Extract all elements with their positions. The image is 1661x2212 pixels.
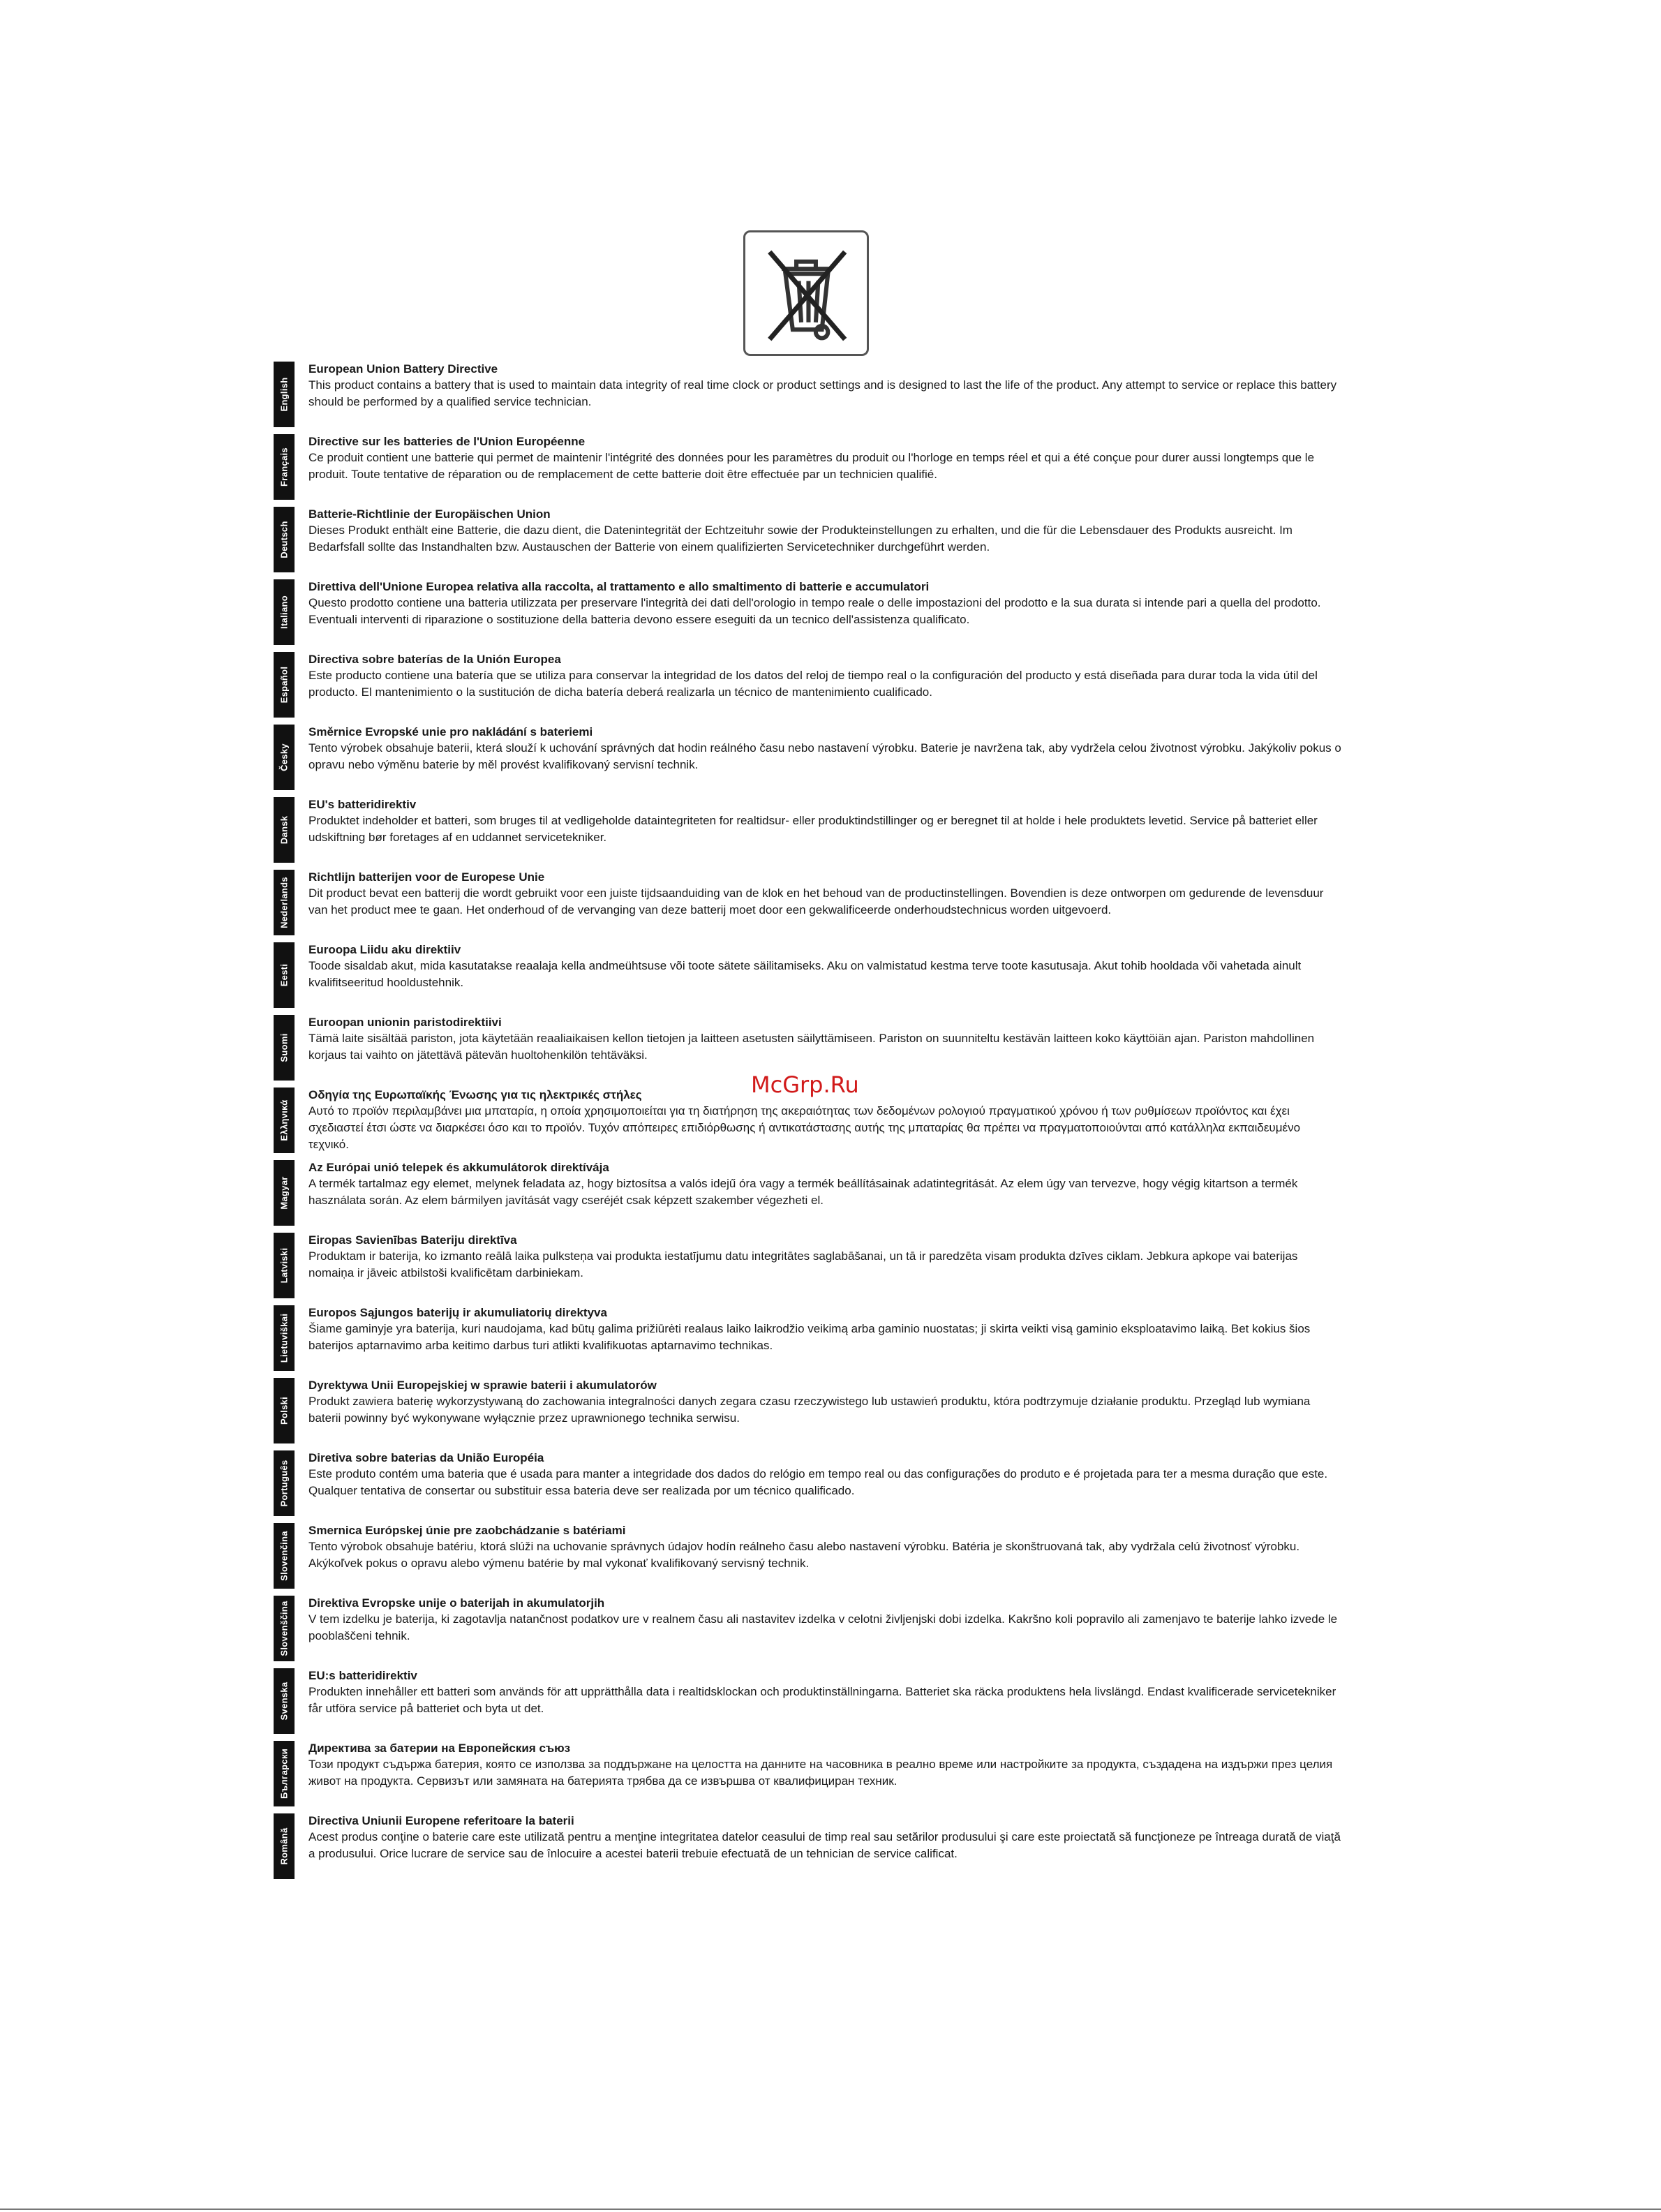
section-content xyxy=(308,1305,1341,1354)
language-label: Português xyxy=(278,1460,290,1507)
directive-section xyxy=(274,652,1341,722)
section-title: Richtlijn batterijen voor de Europese Unie xyxy=(308,870,545,884)
directive-section xyxy=(274,1233,1341,1302)
language-tab xyxy=(274,797,295,863)
directive-section xyxy=(274,1305,1341,1375)
language-tab xyxy=(274,1668,295,1734)
section-content xyxy=(308,434,1341,483)
language-tab xyxy=(274,1813,295,1879)
section-content xyxy=(308,579,1341,628)
section-text: Produktet indeholder et batteri, som bruges til at vedligeholde dataintegriteten for realtidsur- eller produktindstillinger og er beregnet til at holde i hele produktets levetid. Service på batteriet eller udskiftning bør foretages af en uddannet servicetekniker. xyxy=(308,814,1318,844)
section-title: Eiropas Savienības Bateriju direktīva xyxy=(308,1233,517,1247)
bottom-divider xyxy=(0,2209,1661,2210)
directive-section xyxy=(274,434,1341,504)
section-text: Toode sisaldab akut, mida kasutatakse reaalaja kella andmeühtsuse või toote sätete säilitamiseks. Aku on valmistatud kestma terve toote kasutusaja. Akut tohib hooldada või vahetada ainult kvalifitseeritud hooldustehnik. xyxy=(308,959,1302,989)
language-label: Español xyxy=(278,666,290,704)
language-tab xyxy=(274,1305,295,1371)
language-label: English xyxy=(278,377,290,412)
section-title: Az Európai unió telepek és akkumulátorok direktívája xyxy=(308,1161,609,1174)
directive-section xyxy=(274,1088,1341,1157)
directive-section xyxy=(274,507,1341,577)
watermark: McGrp.Ru xyxy=(751,1071,859,1098)
language-label: Français xyxy=(278,447,290,487)
language-tab xyxy=(274,1523,295,1589)
section-content xyxy=(308,1813,1341,1862)
section-text: Този продукт съдържа батерия, която се използва за поддържане на целостта на данните на часовника в реално време или настройките за продукта, създадена на издържи през целия живот на продукта. Сервизът или замяната на батерията трябва да се извършва от квалифициран техник. xyxy=(308,1758,1333,1788)
section-title: Directiva Uniunii Europene referitoare la baterii xyxy=(308,1814,574,1827)
section-title: Direttiva dell'Unione Europea relativa alla raccolta, al trattamento e allo smaltimento di batterie e accumulatori xyxy=(308,580,930,593)
language-label: Suomi xyxy=(278,1033,290,1062)
section-content xyxy=(308,870,1341,919)
section-text: Tento výrobek obsahuje baterii, která slouží k uchování správných dat hodin reálného času nebo nastavení výrobku. Baterie je navržena tak, aby vydržela celou životnost výrobku. Jakýkoliv pokus o opravu nebo výměnu baterie by měl provést kvalifikovaný servisní technik. xyxy=(308,741,1341,771)
language-tab xyxy=(274,1015,295,1081)
section-text: Dieses Produkt enthält eine Batterie, die dazu dient, die Datenintegrität der Echtzeituhr sowie der Produkteinstellungen zu erhalten, und die für die Lebensdauer des Produkts ausreicht. Im Bedarfsfall sollte das Instandhalten bzw. Austauschen der Batterie von einem qualifizierten Servicetechniker durchgeführt werden. xyxy=(308,524,1293,554)
language-tab xyxy=(274,870,295,935)
section-text: Produktam ir baterija, ko izmanto reālā laika pulksteņa vai produkta iestatījumu datu integritātes saglabāšanai, un tā ir paredzēta visam produkta dzīves ciklam. Jebkura apkope vai baterijas nomaiņa ir jāveic atbilstoši kvalificētam darbiniekam. xyxy=(308,1249,1298,1279)
language-label: Magyar xyxy=(278,1176,290,1210)
language-label: Slovenčina xyxy=(278,1531,290,1581)
directive-section xyxy=(274,1668,1341,1738)
section-title: Euroopan unionin paristodirektiivi xyxy=(308,1016,502,1029)
section-title: Οδηγία της Ευρωπαϊκής Ένωσης για τις ηλεκτρικές στήλες xyxy=(308,1088,642,1101)
language-label: Nederlands xyxy=(278,877,290,928)
section-content xyxy=(308,1233,1341,1282)
language-tab xyxy=(274,507,295,572)
language-tab xyxy=(274,579,295,645)
section-title: Batterie-Richtlinie der Europäischen Union xyxy=(308,507,551,521)
directive-section xyxy=(274,579,1341,649)
language-tab xyxy=(274,434,295,500)
directive-section xyxy=(274,1813,1341,1883)
directive-section xyxy=(274,1523,1341,1593)
language-label: Eesti xyxy=(278,963,290,987)
language-label: Lietuviškai xyxy=(278,1313,290,1363)
section-text: Este producto contiene una batería que se utiliza para conservar la integridad de los datos del reloj de tiempo real o la configuración del producto y está diseñada para durar toda la vida útil del producto. El mantenimiento o la sustitución de dicha batería deberá realizarla un técnico de mantenimiento cualificado. xyxy=(308,669,1318,699)
language-tab xyxy=(274,1233,295,1298)
section-title: Diretiva sobre baterias da União Européia xyxy=(308,1451,544,1464)
language-label: Svenska xyxy=(278,1682,290,1721)
section-text: Tämä laite sisältää pariston, jota käytetään reaaliaikaisen kellon tietojen ja laitteen asetusten säilyttämiseen. Pariston on suunniteltu kestävän laitteen koko käyttöiän ajan. Pariston mahdollinen korjaus tai vaihto on jätettävä pätevän huoltohenkilön tehtäväksi. xyxy=(308,1032,1315,1062)
directive-section xyxy=(274,942,1341,1012)
section-content xyxy=(308,725,1341,773)
section-text: Produkt zawiera baterię wykorzystywaną do zachowania integralności danych zegara czasu rzeczywistego lub ustawień produktu, która podtrzymuje działanie produktu. Przegląd lub wymiana baterii powinny być wykonywane wyłącznie przez uprawnionego technika serwisu. xyxy=(308,1395,1311,1425)
section-title: Smernica Európskej únie pre zaobchádzanie s batériami xyxy=(308,1524,626,1537)
section-title: Dyrektywa Unii Europejskiej w sprawie baterii i akumulatorów xyxy=(308,1379,657,1392)
language-tab xyxy=(274,1450,295,1516)
language-tab xyxy=(274,942,295,1008)
directive-section xyxy=(274,1450,1341,1520)
directive-section xyxy=(274,797,1341,867)
language-tab xyxy=(274,652,295,718)
section-text: Acest produs conţine o baterie care este utilizată pentru a menţine integritatea datelor ceasului de timp real sau setărilor produsului şi care este proiectată să funcţioneze pe întreaga durată de viaţă a produsului. Orice lucrare de service sau de înlocuire a acestei baterii trebuie efectuată de un tehnician de service calificat. xyxy=(308,1830,1341,1860)
section-content xyxy=(308,1596,1341,1645)
section-content xyxy=(308,1378,1341,1427)
directive-section xyxy=(274,1378,1341,1448)
section-content xyxy=(308,507,1341,556)
language-label: Ελληνικά xyxy=(278,1099,290,1141)
section-text: Este produto contém uma bateria que é usada para manter a integridade dos dados do relógio em tempo real ou das configurações do produto e é projetada para ter a mesma duração que este. Qualquer tentativa de consertar ou substituir essa bateria deve ser realizada por um técnico qualificado. xyxy=(308,1467,1328,1497)
section-text: Questo prodotto contiene una batteria utilizzata per preservare l'integrità dei dati dell'orologio in tempo reale o delle impostazioni del prodotto e la sua durata si intende pari a quella del prodotto. Eventuali interventi di riparazione o sostituzione della batteria devono essere eseguiti da un tecnico dell'assistenza qualificato. xyxy=(308,596,1321,626)
section-title: European Union Battery Directive xyxy=(308,362,498,376)
section-text: This product contains a battery that is used to maintain data integrity of real time clock or product settings and is designed to last the life of the product. Any attempt to service or replace this battery should be performed by a qualified service technician. xyxy=(308,378,1337,408)
language-label: Latviski xyxy=(278,1247,290,1284)
section-content xyxy=(308,942,1341,991)
directive-section xyxy=(274,1741,1341,1811)
section-text: Ce produit contient une batterie qui permet de maintenir l'intégrité des données pour les paramètres du produit ou l'horloge en temps réel et qui a été conçue pour durer aussi longtemps que le produit. Toute tentative de réparation ou de remplacement de cette batterie doit être effectuée par un technicien qualifié. xyxy=(308,451,1315,481)
language-tab xyxy=(274,1088,295,1153)
section-content xyxy=(308,1015,1341,1064)
section-content xyxy=(308,797,1341,846)
section-text: Šiame gaminyje yra baterija, kuri naudojama, kad būtų galima prižiūrėti realaus laiko laikrodžio veikimą arba gaminio nuostatas; ji skirta veikti visą gaminio eksploatavimo laiką. Bet kokius šios baterijos aptarnavimo arba keitimo darbus turi atlikti kvalifikuotas aptarnavimo technikas. xyxy=(308,1322,1311,1352)
section-content xyxy=(308,1668,1341,1717)
language-tab xyxy=(274,362,295,427)
language-label: Česky xyxy=(278,743,290,771)
section-title: EU's batteridirektiv xyxy=(308,798,417,811)
section-text: Αυτό το προϊόν περιλαμβάνει μια μπαταρία, η οποία χρησιμοποιείται για τη διατήρηση της ακεραιότητας των δεδομένων ρολογιού πραγματικού χρόνου ή των ρυθμίσεων προϊόντος και έχει σχεδιαστεί έτσι ώστε να διαρκέσει όσο και το προϊόν. Τυχόν απόπειρες επιδιόρθωσης ή αντικατάστασης αυτής της μπαταρίας θα πρέπει να πραγματοποιούνται από κατάλληλα εκπαιδευμένο τεχνικό. xyxy=(308,1104,1301,1151)
language-tab xyxy=(274,1160,295,1226)
section-title: Directiva sobre baterías de la Unión Europea xyxy=(308,653,561,666)
section-text: Produkten innehåller ett batteri som används för att upprätthålla data i realtidsklockan och produktinställningarna. Batteriet ska räcka produktens hela livslängd. Endast kvalificerade servicetekniker får utföra service på batteriet och byta ut det. xyxy=(308,1685,1336,1715)
language-label: Polski xyxy=(278,1396,290,1425)
section-content xyxy=(308,1450,1341,1499)
directive-section xyxy=(274,725,1341,794)
language-tab xyxy=(274,1378,295,1443)
directive-section xyxy=(274,870,1341,940)
language-label: Dansk xyxy=(278,815,290,845)
directive-section xyxy=(274,1596,1341,1665)
language-tab xyxy=(274,725,295,790)
language-tab xyxy=(274,1596,295,1661)
section-title: Euroopa Liidu aku direktiiv xyxy=(308,943,461,956)
battery-directive-sections xyxy=(274,360,1341,1886)
section-content xyxy=(308,1160,1341,1209)
directive-section xyxy=(274,362,1341,431)
section-title: Direktiva Evropske unije o baterijah in akumulatorjih xyxy=(308,1596,605,1610)
section-content xyxy=(308,652,1341,701)
language-label: Română xyxy=(278,1827,290,1865)
language-label: Slovenščina xyxy=(278,1601,290,1656)
language-label: Italiano xyxy=(278,595,290,629)
section-title: EU:s batteridirektiv xyxy=(308,1669,417,1682)
section-title: Директива за батерии на Европейския съюз xyxy=(308,1742,571,1755)
section-content xyxy=(308,362,1341,410)
section-content xyxy=(308,1741,1341,1790)
section-title: Europos Sąjungos baterijų ir akumuliatorių direktyva xyxy=(308,1306,607,1319)
section-title: Směrnice Evropské unie pro nakládání s bateriemi xyxy=(308,725,593,738)
wheelie-bin-crossed-out-icon xyxy=(743,230,869,356)
section-title: Directive sur les batteries de l'Union Européenne xyxy=(308,435,586,448)
section-text: A termék tartalmaz egy elemet, melynek feladata az, hogy biztosítsa a valós idejű óra vagy a termék beállításainak adatintegritását. Az elem úgy van tervezve, hogy végig kitartson a termék használata során. Az elem bármilyen javítását vagy cseréjét csak képzett szakember végezheti el. xyxy=(308,1177,1298,1207)
language-label: Deutsch xyxy=(278,521,290,558)
section-text: Dit product bevat een batterij die wordt gebruikt voor een juiste tijdsaanduiding van de klok en het behoud van de productinstellingen. Bovendien is deze ontworpen om gedurende de levensduur van het product mee te gaan. Het onderhoud of de vervanging van deze batterij moet door een gekwalificeerde onderhoudstechnicus worden uitgevoerd. xyxy=(308,886,1324,916)
language-tab xyxy=(274,1741,295,1806)
section-text: Tento výrobok obsahuje batériu, ktorá slúži na uchovanie správnych údajov hodín reálneho času alebo nastavení výrobku. Batéria je skonštruovaná tak, aby vydržala celú životnosť výrobku. Akýkoľvek pokus o opravu alebo výmenu batérie by mal vykonať kvalifikovaný servisný technik. xyxy=(308,1540,1300,1570)
section-text: V tem izdelku je baterija, ki zagotavlja natančnost podatkov ure v realnem času ali nastavitev izdelka v celotni življenjski dobi izdelka. Kakršno koli popravilo ali zamenjavo te baterije lahko izvede le pooblaščeni tehnik. xyxy=(308,1612,1338,1642)
directive-section xyxy=(274,1160,1341,1230)
language-label: Български xyxy=(278,1748,290,1799)
section-content xyxy=(308,1523,1341,1572)
